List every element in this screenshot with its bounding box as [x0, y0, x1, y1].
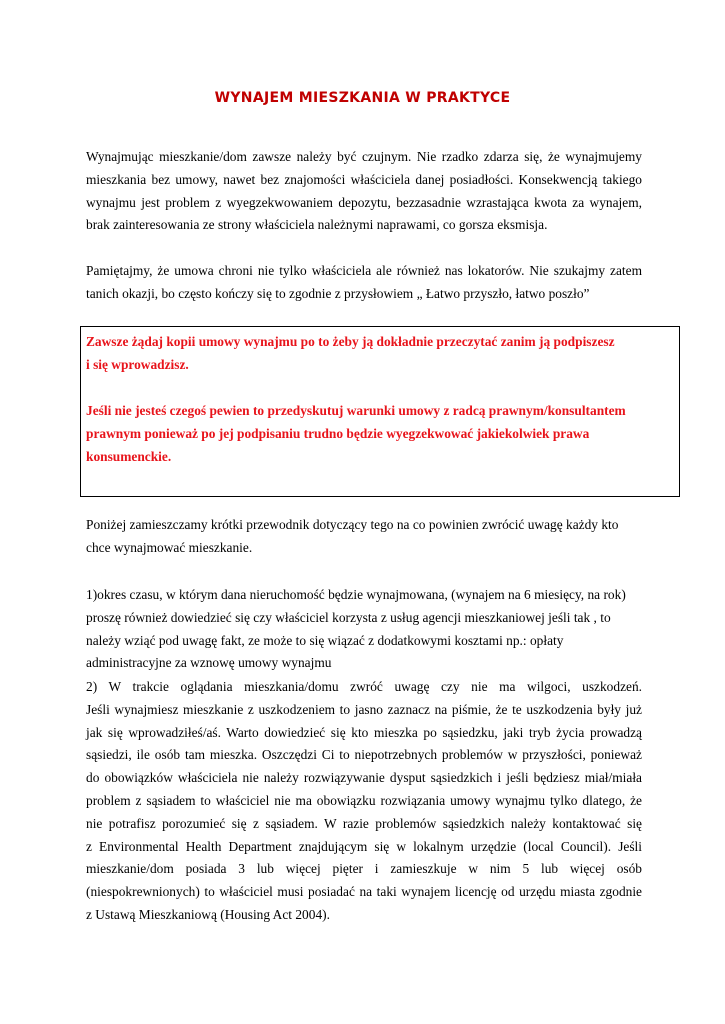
text-line: z Ustawą Mieszkaniową (Housing Act 2004).	[86, 906, 330, 922]
text-line: wynajmu jest problem z wyegzekwowaniem depozytu, bezzasadnie wzrastająca kwota za wynajem,	[86, 194, 642, 210]
text-line: 1)okres czasu, w którym dana nieruchomość będzie wynajmowana, (wynajem na 6 miesięcy, na rok)	[86, 587, 626, 602]
text-line: chce wynajmować mieszkanie.	[86, 539, 253, 555]
text-line: mieszkanie/dom posiada 3 lub więcej pięter i zamieszkuje w nim 5 lub więcej osób	[86, 861, 642, 877]
text-line: należy wziąć pod uwagę fakt, ze może to się wiązać z dodatkowymi kosztami np.: opłaty	[86, 632, 564, 648]
text-line: proszę również dowiedzieć się czy właściciel korzysta z usług agencji mieszkaniowej jeśli tak , to	[86, 609, 611, 625]
text-line: administracyjne za wznowę umowy wynajmu	[86, 655, 332, 671]
warning-copy-contract	[86, 331, 666, 377]
text-line: i się wprowadzisz.	[86, 356, 189, 372]
guide-intro-paragraph	[86, 514, 642, 560]
page-title: WYNAJEM MIESZKANIA W PRAKTYCE	[214, 90, 511, 106]
point-2-paragraph	[86, 676, 642, 927]
text-line: Poniżej zamieszczamy krótki przewodnik dotyczący tego na co powinien zwrócić uwagę każdy kto	[86, 517, 619, 532]
text-line: prawnym ponieważ po jej podpisaniu trudno będzie wyegzekwować jakiekolwiek prawa	[86, 425, 590, 441]
text-line: brak zainteresowania ze strony właściciela należnymi naprawami, co gorsza eksmisja.	[86, 217, 548, 233]
text-line: Jeśli wynajmiesz mieszkanie z uszkodzeniem to jasno zaznacz na piśmie, że te uszkodzenia były już	[86, 701, 642, 717]
text-line: do obowiązków właściciela nie należy rozwiązywanie dysput sąsiedzkich i jeśli będziesz miał/miała	[86, 770, 642, 786]
intro-paragraph	[86, 146, 642, 237]
text-line: Jeśli nie jesteś czegoś pewien to przedyskutuj warunki umowy z radcą prawnym/konsultantem	[86, 403, 626, 418]
point-1-paragraph	[86, 584, 642, 675]
text-line: 2) W trakcie oglądania mieszkania/domu zwróć uwagę czy nie ma wilgoci, uszkodzeń.	[86, 679, 642, 694]
text-line: Wynajmując mieszkanie/dom zawsze należy być czujnym. Nie rzadko zdarza się, że wynajmujemy	[86, 149, 642, 164]
text-line: tanich okazji, bo często kończy się to zgodnie z przysłowiem „ Łatwo przyszło, łatwo poszło”	[86, 285, 590, 301]
text-line: sąsiedzi, ile osób tam mieszka. Oszczędzi Ci to niepotrzebnych problemów w przyszłości, ponieważ	[86, 747, 642, 763]
text-line: z Environmental Health Department znajdującym się w lokalnym urzędzie (local Council). Jeśli	[86, 838, 642, 854]
warning-legal-advice	[86, 400, 666, 468]
remember-paragraph	[86, 260, 642, 306]
text-line: mieszkania bez umowy, nawet bez znajomości właściciela danej posiadłości. Konsekwencją takiego	[86, 171, 642, 187]
text-line: konsumenckie.	[86, 448, 172, 464]
text-line: Zawsze żądaj kopii umowy wynajmu po to żeby ją dokładnie przeczytać zanim ją podpiszesz	[86, 334, 615, 349]
text-line: jak się wprowadziłeś/aś. Warto dowiedzieć się kto mieszka po sąsiedzku, jaki tryb życia prowadzą	[86, 724, 642, 740]
text-line: problem z sąsiadem to właściciel nie ma obowiązku rozwiązania umowy wynajmu tylko dlatego, że	[86, 792, 642, 808]
text-line: nie potrafisz porozumieć się z sąsiadem. W razie problemów sąsiedzkich należy kontaktować się	[86, 815, 642, 831]
text-line: Pamiętajmy, że umowa chroni nie tylko właściciela ale również nas lokatorów. Nie szukajmy zatem	[86, 263, 642, 278]
text-line: (niespokrewnionych) to właściciel musi posiadać na taki wynajem licencję od urzędu miasta zgodnie	[86, 884, 642, 900]
